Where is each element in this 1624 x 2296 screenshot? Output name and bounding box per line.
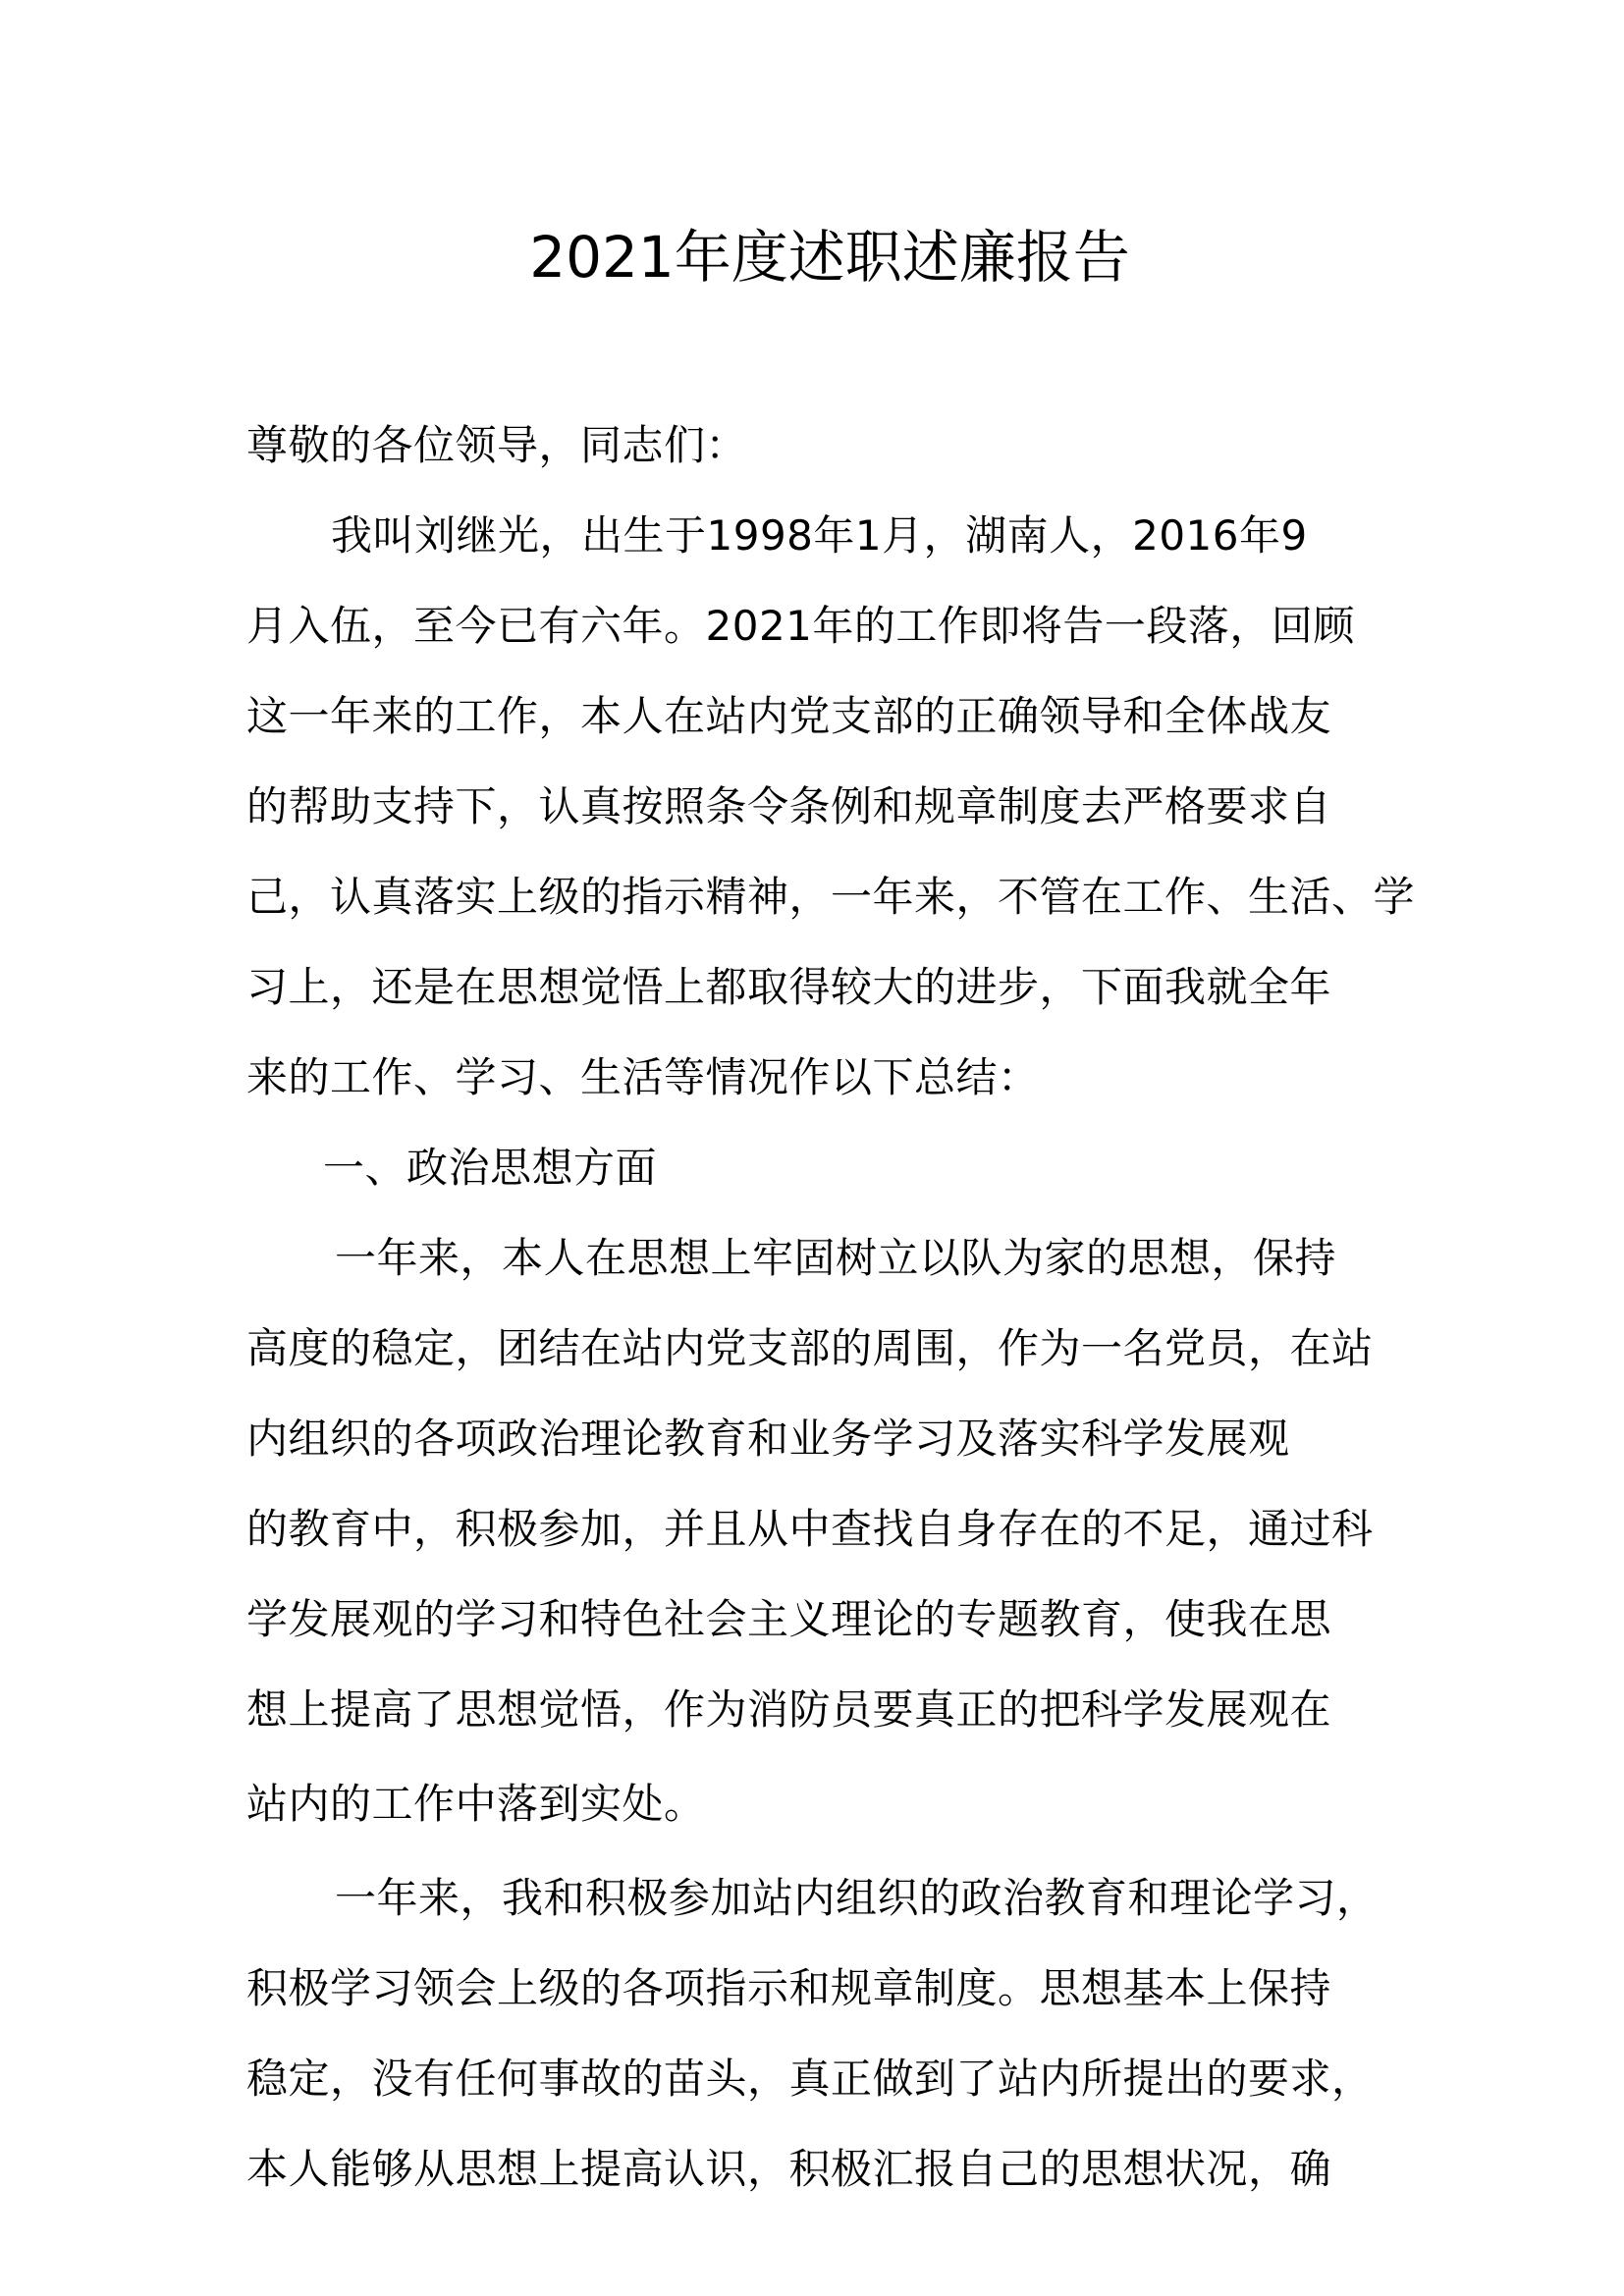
paragraph-line: 本人能够从思想上提高认识，积极汇报自己的思想状况，确	[246, 2145, 1332, 2193]
paragraph-line: 一年来，我和积极参加站内组织的政治教育和理论学习，	[335, 1874, 1379, 1922]
paragraph-line: 月入伍，至今已有六年。2021年的工作即将告一段落，回顾	[246, 602, 1355, 650]
paragraph-line: 站内的工作中落到实处。	[246, 1780, 706, 1828]
paragraph-line: 想上提高了思想觉悟，作为消防员要真正的把科学发展观在	[246, 1685, 1332, 1734]
paragraph-line: 稳定，没有任何事故的苗头，真正做到了站内所提出的要求，	[246, 2055, 1374, 2103]
paragraph-line: 积极学习领会上级的各项指示和规章制度。思想基本上保持	[246, 1964, 1332, 2012]
paragraph-line: 学发展观的学习和特色社会主义理论的专题教育，使我在思	[246, 1595, 1332, 1643]
salutation: 尊敬的各位领导，同志们：	[246, 421, 748, 469]
paragraph-line: 这一年来的工作，本人在站内党支部的正确领导和全体战友	[246, 692, 1332, 740]
paragraph-line: 高度的稳定，团结在站内党支部的周围，作为一名党员，在站	[246, 1324, 1374, 1372]
paragraph-line: 己，认真落实上级的指示精神，一年来，不管在工作、生活、学	[246, 873, 1416, 921]
document-body	[246, 400, 1416, 2215]
paragraph-line: 习上，还是在思想觉悟上都取得较大的进步，下面我就全年	[246, 963, 1332, 1011]
paragraph-line: 一年来，本人在思想上牢固树立以队为家的思想，保持	[335, 1234, 1337, 1282]
section-heading: 一、政治思想方面	[323, 1144, 658, 1192]
paragraph-line: 的帮助支持下，认真按照条令条例和规章制度去严格要求自	[246, 782, 1332, 830]
paragraph-line: 来的工作、学习、生活等情况作以下总结：	[246, 1053, 1040, 1101]
paragraph-line: 内组织的各项政治理论教育和业务学习及落实科学发展观	[246, 1415, 1290, 1463]
document-title: 2021年度述职述廉报告	[529, 224, 1130, 291]
paragraph-line: 的教育中，积极参加，并且从中查找自身存在的不足，通过科	[246, 1505, 1374, 1553]
paragraph-line: 我叫刘继光，出生于1998年1月，湖南人，2016年9	[331, 511, 1308, 560]
